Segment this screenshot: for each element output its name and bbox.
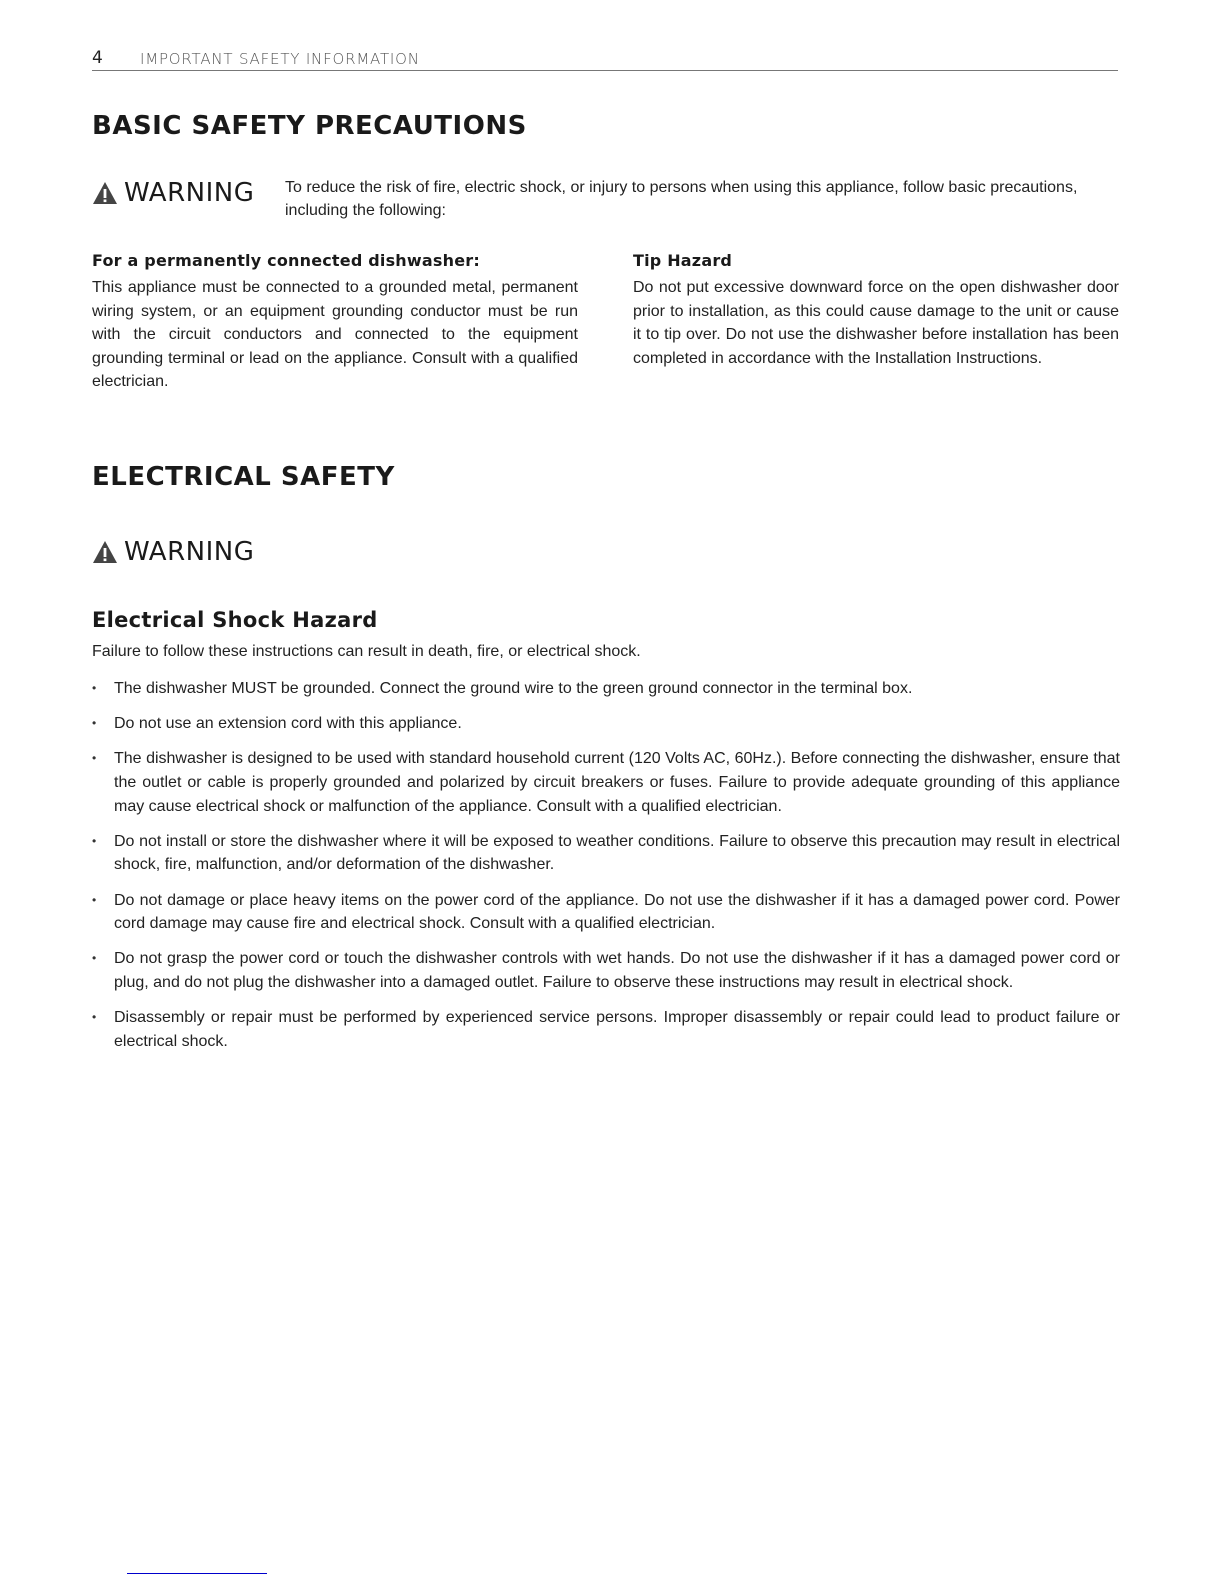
electrical-safety-title: ELECTRICAL SAFETY: [92, 462, 395, 492]
list-item: [92, 1006, 1120, 1053]
list-item: [92, 747, 1120, 818]
tip-hazard-body: Do not put excessive downward force on the open dishwasher door prior to installation, as this could cause damage to the unit or cause it to tip over. Do not use the dishwasher before installation has been completed in accordance with the Installation Instructions.: [633, 279, 1119, 367]
warning-triangle-icon: [92, 540, 118, 564]
page-number: 4: [92, 48, 103, 68]
list-item-text: Do not damage or place heavy items on the power cord of the appliance. Do not use the dishwasher if it has a damaged power cord. Power cord damage may cause fire and electrical shock. Consult with a qualified electrician.: [114, 891, 1120, 933]
warning-text: To reduce the risk of fire, electric shock, or injury to persons when using this appliance, follow basic precautions, including the following:: [285, 179, 1078, 219]
bullet-icon: •: [92, 892, 97, 907]
electrical-safety-warning: [92, 537, 254, 567]
bullet-icon: •: [92, 833, 97, 848]
list-item-text: Disassembly or repair must be performed by experienced service persons. Improper disassembly or repair could lead to product failure or electrical shock.: [114, 1009, 1120, 1050]
page-header: [92, 48, 1118, 71]
warning-label: WARNING: [124, 537, 255, 567]
footer-link-underline[interactable]: [127, 1573, 267, 1574]
warning-triangle-icon: [92, 181, 118, 205]
list-item: [92, 712, 1120, 736]
list-item-text: Do not install or store the dishwasher where it will be exposed to weather conditions. Failure to observe this precaution may result in electrical shock, fire, malfunction, and/or deformation of the dishwasher.: [114, 832, 1120, 874]
electrical-shock-hazard-heading: Electrical Shock Hazard: [92, 608, 378, 632]
list-item: [92, 677, 1120, 701]
list-item: [92, 947, 1120, 994]
permanent-connection-section: [92, 251, 578, 394]
bullet-icon: •: [92, 716, 97, 731]
list-item-text: Do not grasp the power cord or touch the dishwasher controls with wet hands. Do not use the dishwasher if it has a damaged power cord or plug, and do not plug the dishwasher into a damaged outlet. Failure to observe these instructions may result in electrical shock.: [114, 950, 1120, 991]
bullet-icon: •: [92, 681, 97, 695]
bullet-icon: •: [92, 951, 97, 966]
tip-hazard-heading: Tip Hazard: [633, 251, 733, 270]
list-item: [92, 889, 1120, 936]
electrical-shock-intro: Failure to follow these instructions can result in death, fire, or electrical shock.: [92, 643, 641, 660]
section-header-title: IMPORTANT SAFETY INFORMATION: [140, 50, 420, 68]
permanent-connection-heading: For a permanently connected dishwasher:: [92, 251, 480, 270]
list-item-text: Do not use an extension cord with this appliance.: [114, 715, 462, 733]
electrical-safety-bullet-list: [92, 677, 1120, 1065]
list-item-text: The dishwasher is designed to be used with standard household current (120 Volts AC, 60Hz.). Before connecting the dishwasher, ensure that the outlet or cable is properly grounded and polarized by circuit breakers or fuses. Failure to provide adequate grounding of this appliance may cause electrical shock or malfunction of the appliance. Consult with a qualified electrician.: [114, 750, 1120, 815]
bullet-icon: •: [92, 751, 97, 766]
warning-label: WARNING: [124, 178, 255, 208]
basic-safety-warning: [92, 178, 254, 208]
permanent-connection-body: This appliance must be connected to a grounded metal, permanent wiring system, or an equipment grounding conductor must be run with the circuit conductors and connected to the equipment grounding terminal or lead on the appliance. Consult with a qualified electrician.: [92, 279, 578, 391]
list-item: [92, 830, 1120, 877]
bullet-icon: •: [92, 1010, 97, 1025]
basic-safety-title: BASIC SAFETY PRECAUTIONS: [92, 111, 527, 141]
list-item-text: The dishwasher MUST be grounded. Connect the ground wire to the green ground connector in the terminal box.: [114, 680, 913, 697]
tip-hazard-section: [633, 251, 1119, 370]
